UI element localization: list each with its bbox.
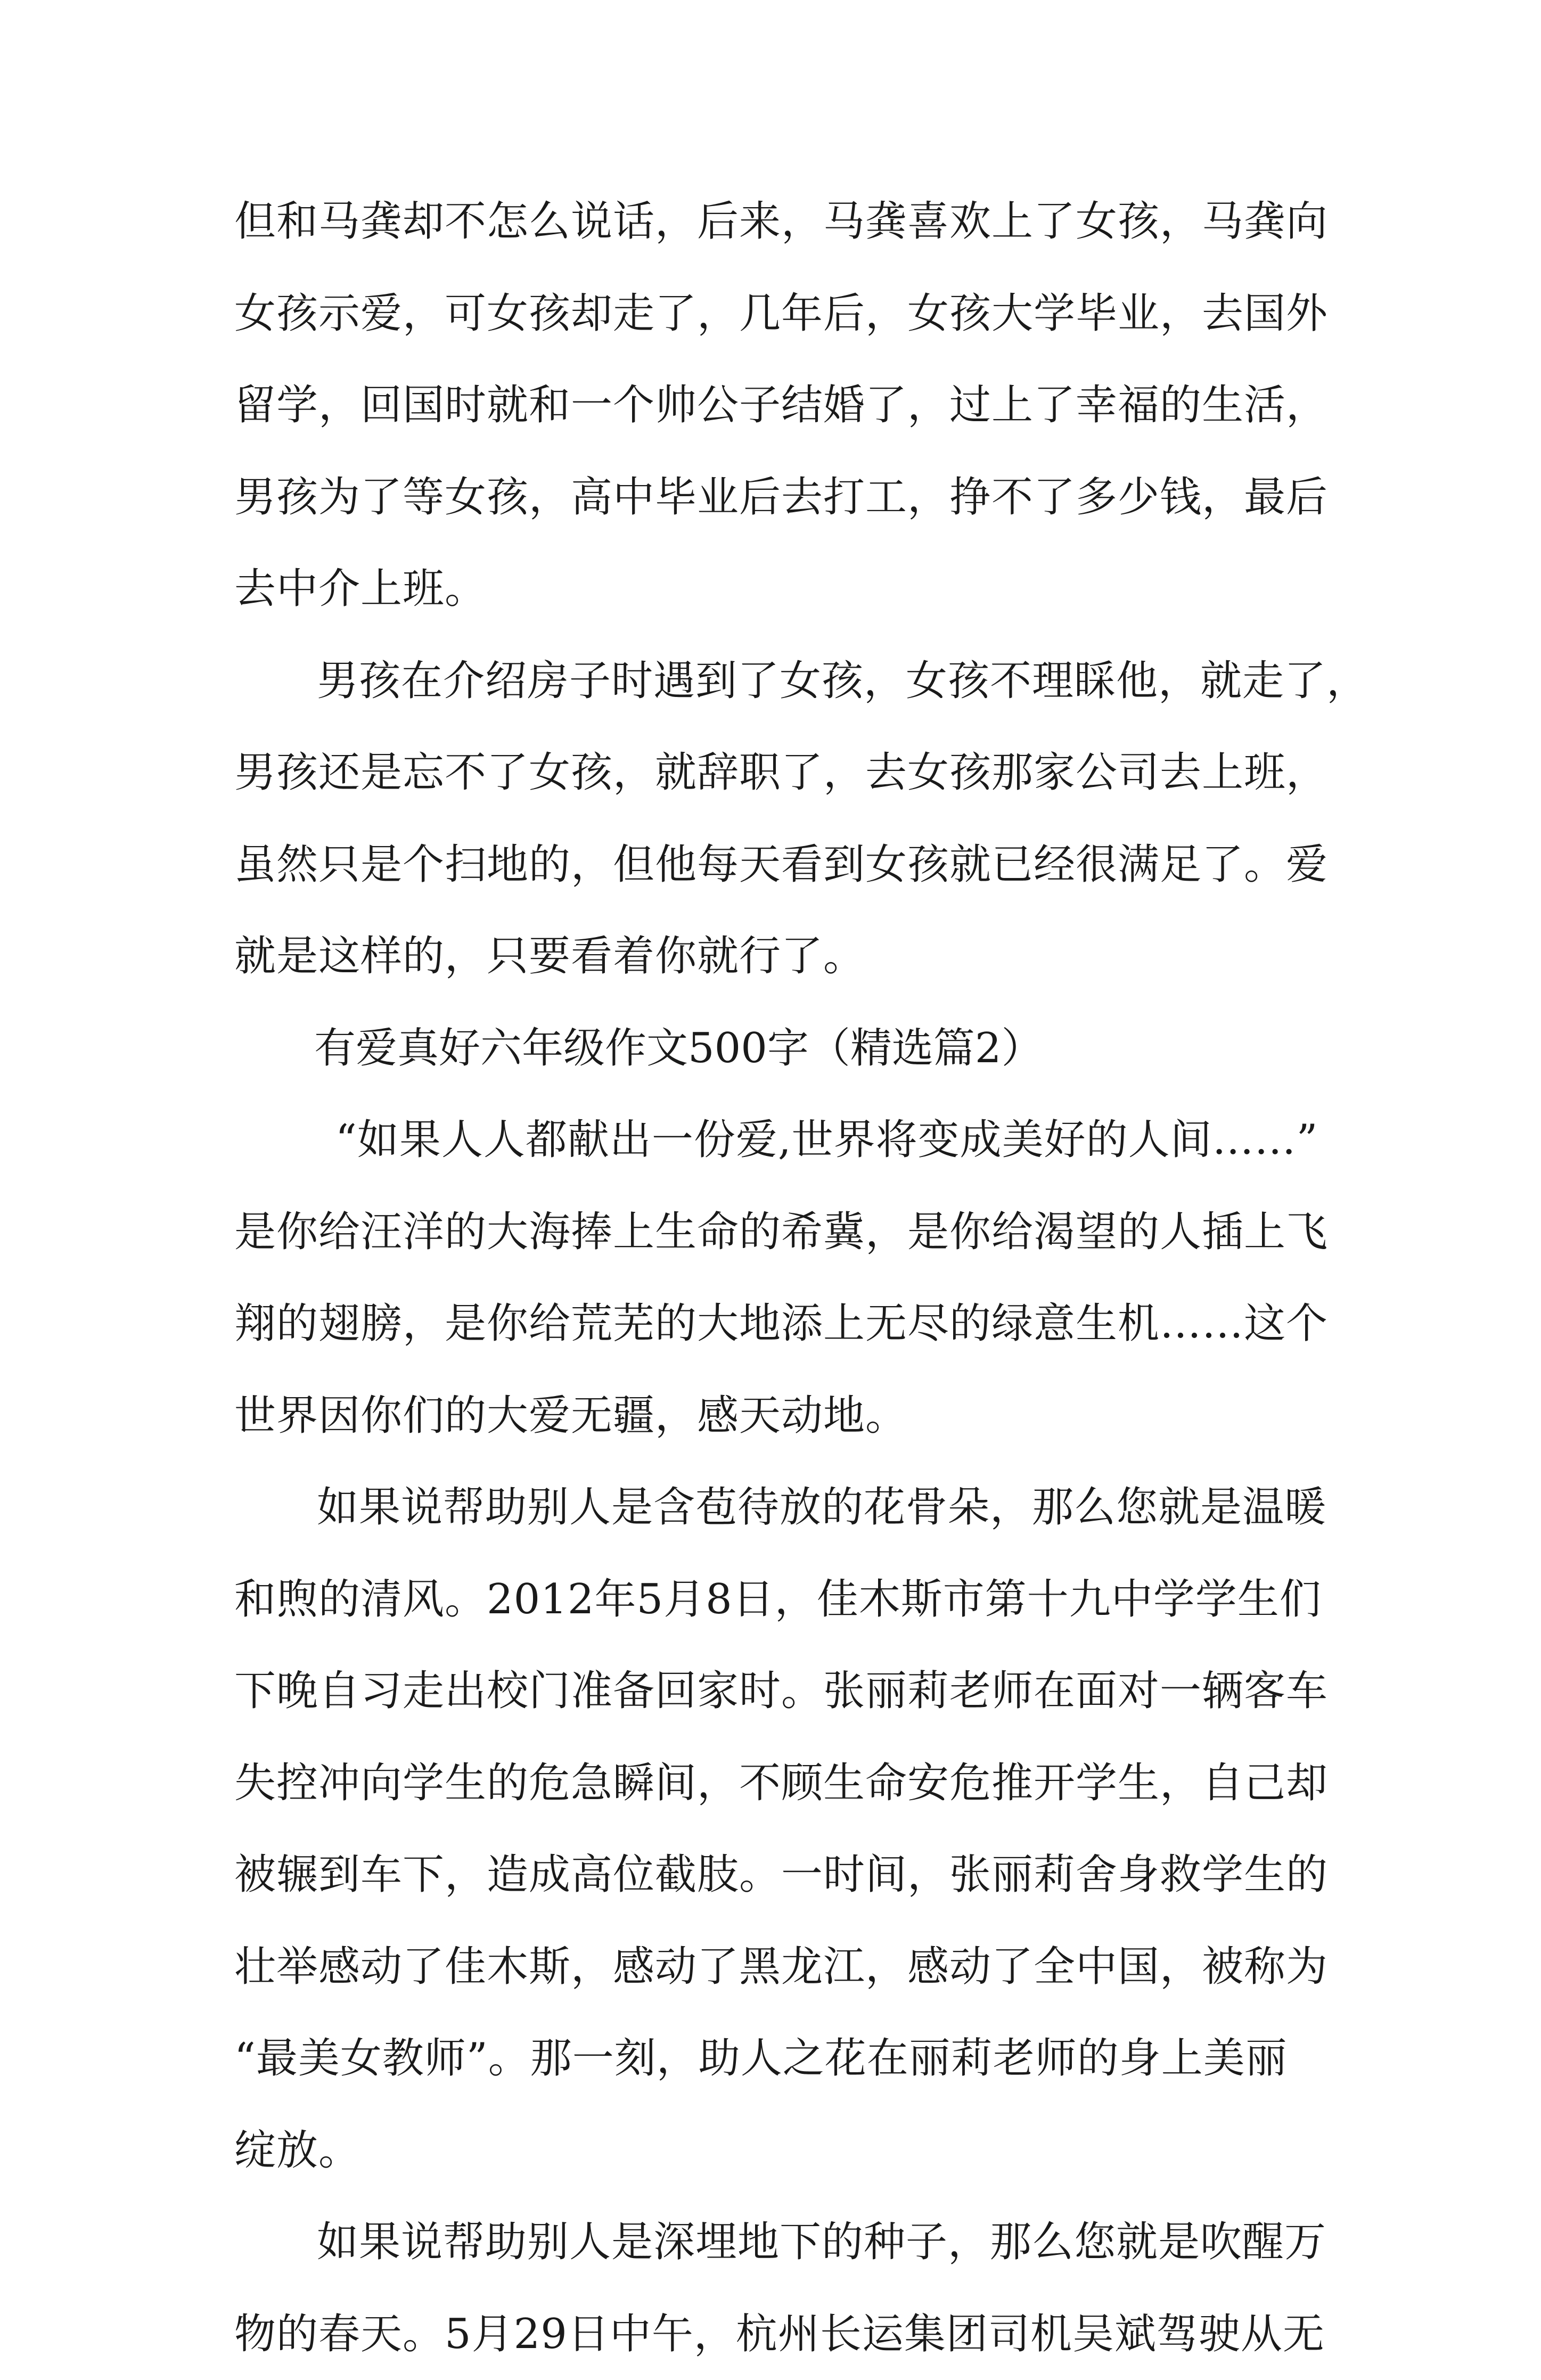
text-line: 男孩为了等女孩，高中毕业后去打工，挣不了多少钱，最后 xyxy=(234,452,1321,544)
text-line: “最美女教师”。那一刻，助人之花在丽莉老师的身上美丽 xyxy=(234,2013,1321,2105)
section-heading: 有爱真好六年级作文500字（精选篇2） xyxy=(234,1003,1321,1095)
text-line: 和煦的清风。2012年5月8日，佳木斯市第十九中学学生们 xyxy=(234,1554,1321,1646)
text-line: 翔的翅膀，是你给荒芜的大地添上无尽的绿意生机……这个 xyxy=(234,1278,1321,1370)
quote-line: “如果人人都献出一份爱,世界将变成美好的人间……” xyxy=(234,1094,1321,1186)
text-line: 被辗到车下，造成高位截肢。一时间，张丽莉舍身救学生的 xyxy=(234,1829,1321,1921)
text-line: 是你给汪洋的大海捧上生命的希冀，是你给渴望的人插上飞 xyxy=(234,1186,1321,1278)
document-body xyxy=(234,176,1321,2380)
paragraph-start-line: 如果说帮助别人是含苞待放的花骨朵，那么您就是温暖 xyxy=(234,1462,1321,1554)
text-line: 物的春天。5月29日中午，杭州长运集团司机吴斌驾驶从无 xyxy=(234,2288,1321,2380)
text-line: 就是这样的，只要看着你就行了。 xyxy=(234,910,1321,1003)
text-line: 虽然只是个扫地的，但他每天看到女孩就已经很满足了。爱 xyxy=(234,819,1321,911)
text-line: 女孩示爱，可女孩却走了，几年后，女孩大学毕业，去国外 xyxy=(234,268,1321,360)
text-line: 但和马龚却不怎么说话，后来，马龚喜欢上了女孩，马龚向 xyxy=(234,176,1321,268)
text-line: 留学，回国时就和一个帅公子结婚了，过上了幸福的生活， xyxy=(234,359,1321,452)
paragraph-start-line: 男孩在介绍房子时遇到了女孩，女孩不理睬他，就走了， xyxy=(234,635,1321,727)
text-line: 男孩还是忘不了女孩，就辞职了，去女孩那家公司去上班， xyxy=(234,727,1321,819)
text-line: 失控冲向学生的危急瞬间，不顾生命安危推开学生，自己却 xyxy=(234,1737,1321,1829)
text-line: 下晚自习走出校门准备回家时。张丽莉老师在面对一辆客车 xyxy=(234,1645,1321,1737)
text-line: 去中介上班。 xyxy=(234,543,1321,635)
text-line: 绽放。 xyxy=(234,2105,1321,2197)
text-line: 世界因你们的大爱无疆，感天动地。 xyxy=(234,1370,1321,1462)
paragraph-start-line: 如果说帮助别人是深埋地下的种子，那么您就是吹醒万 xyxy=(234,2196,1321,2288)
text-line: 壮举感动了佳木斯，感动了黑龙江，感动了全中国，被称为 xyxy=(234,1921,1321,2013)
